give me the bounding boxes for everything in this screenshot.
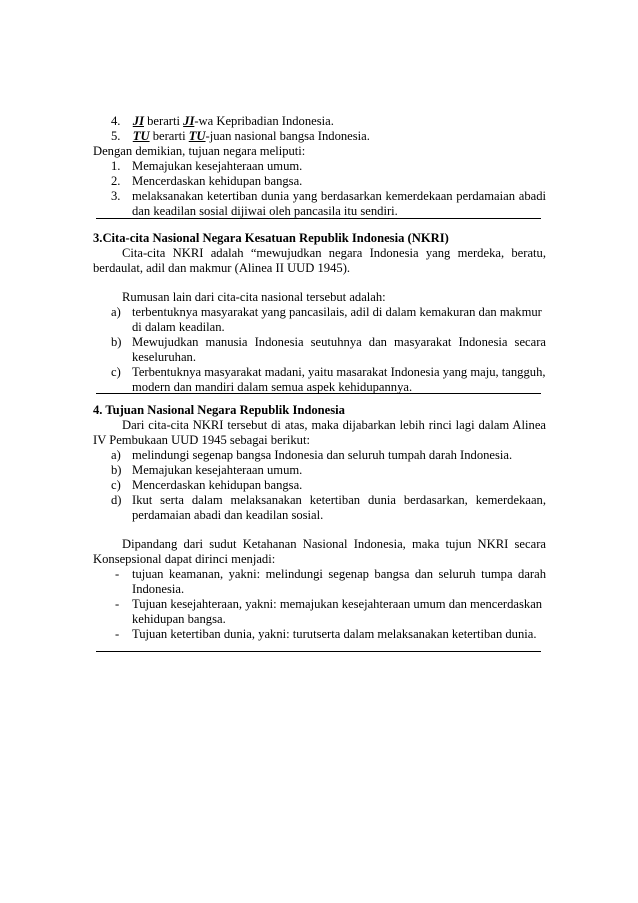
section-4-heading: 4. Tujuan Nasional Negara Republik Indonesia [93, 403, 345, 417]
item-text: Mencerdaskan kehidupan bangsa. [132, 174, 303, 188]
list-item-5 [111, 129, 370, 144]
section-4-para-line2: IV Pembukaan UUD 1945 sebagai berikut: [93, 433, 310, 447]
tujuan-item-d-line2: perdamaian abadi dan keadilan sosial. [132, 508, 324, 522]
tujuan-item-c: Mencerdaskan kehidupan bangsa. [132, 478, 303, 492]
cita-item-c-line2: modern dan mandiri dalam semua aspek kehidupannya. [132, 380, 413, 394]
acronym: TU [188, 129, 206, 143]
dash-marker: - [115, 597, 120, 611]
item-text: -wa Kepribadian Indonesia. [194, 114, 334, 128]
konsep-item-2-line2: kehidupan bangsa. [132, 612, 226, 626]
cita-item-b-line1: Mewujudkan manusia Indonesia seutuhnya dan masyarakat Indonesia secara [132, 335, 546, 349]
item-text: Memajukan kesejahteraan umum. [132, 159, 303, 173]
divider-line [96, 218, 541, 219]
dash-marker: - [115, 567, 120, 581]
section-3-para-line1: Cita-cita NKRI adalah “mewujudkan negara Indonesia yang merdeka, beratu, [122, 246, 546, 260]
konsep-item-1-line1: tujuan keamanan, yakni: melindungi segenap bangsa dan seluruh tumpa darah [132, 567, 546, 581]
item-number: 5. [111, 129, 121, 143]
cita-item-a-line1: terbentuknya masyarakat yang pancasilais, adil di dalam kemakuran dan makmur [132, 305, 542, 319]
acronym: JI [183, 114, 195, 128]
item-text: berarti [149, 129, 189, 143]
item-number: 3. [111, 189, 121, 203]
konsep-item-1-line2: Indonesia. [132, 582, 185, 596]
tujuan-item-b: Memajukan kesejahteraan umum. [132, 463, 303, 477]
cita-item-c-line1: Terbentuknya masyarakat madani, yaitu masarakat Indonesia yang maju, tangguh, [132, 365, 546, 379]
konsep-item-2-line1: Tujuan kesejahteraan, yakni: memajukan kesejahteraan umum dan mencerdaskan [132, 597, 543, 611]
section-3-para2: Rumusan lain dari cita-cita nasional tersebut adalah: [122, 290, 386, 304]
item-number: 1. [111, 159, 121, 173]
list-marker: b) [111, 463, 122, 477]
acronym: JI [132, 114, 144, 128]
item-text: -juan nasional bangsa Indonesia. [205, 129, 370, 143]
section-4-para-line1: Dari cita-cita NKRI tersebut di atas, maka dijabarkan lebih rinci lagi dalam Alinea [122, 418, 546, 432]
konsep-item-3: Tujuan ketertiban dunia, yakni: turutserta dalam melaksanakan ketertiban dunia. [132, 627, 537, 641]
section-4-para2-line1: Dipandang dari sudut Ketahanan Nasional Indonesia, maka tujun NKRI secara [122, 537, 546, 551]
list-item-4 [111, 114, 334, 129]
list-marker: c) [111, 478, 121, 492]
section-4-para2-line2: Konsepsional dapat dirinci menjadi: [93, 552, 276, 566]
cita-item-b-line2: keseluruhan. [132, 350, 196, 364]
intro-text: Dengan demikian, tujuan negara meliputi: [93, 144, 306, 158]
item-number: 4. [111, 114, 121, 128]
goal-item-1 [111, 159, 303, 174]
tujuan-item-d-line1: Ikut serta dalam melaksanakan ketertiban dunia berdasarkan, kemerdekaan, [132, 493, 546, 507]
list-marker: c) [111, 365, 121, 379]
section-3-para-line2: berdaulat, adil dan makmur (Alinea II UUD 1945). [93, 261, 351, 275]
list-marker: a) [111, 448, 121, 462]
tujuan-item-a: melindungi segenap bangsa Indonesia dan seluruh tumpah darah Indonesia. [132, 448, 513, 462]
goal-item-3-text: melaksanakan ketertiban dunia yang berdasarkan kemerdekaan perdamaian abadi [132, 189, 546, 203]
cita-item-a-line2: di dalam keadilan. [132, 320, 225, 334]
list-marker: a) [111, 305, 121, 319]
acronym: TU [132, 129, 150, 143]
goal-item-2 [111, 174, 303, 189]
divider-line [96, 393, 541, 394]
item-number: 2. [111, 174, 121, 188]
dash-marker: - [115, 627, 120, 641]
section-3-heading: 3.Cita-cita Nasional Negara Kesatuan Republik Indonesia (NKRI) [93, 231, 449, 245]
item-text: berarti [143, 114, 184, 128]
list-marker: b) [111, 335, 122, 349]
goal-item-3-cont: dan keadilan sosial dijiwai oleh pancasila itu sendiri. [132, 204, 398, 218]
divider-line [96, 651, 541, 652]
list-marker: d) [111, 493, 122, 507]
goal-item-3 [111, 189, 120, 204]
